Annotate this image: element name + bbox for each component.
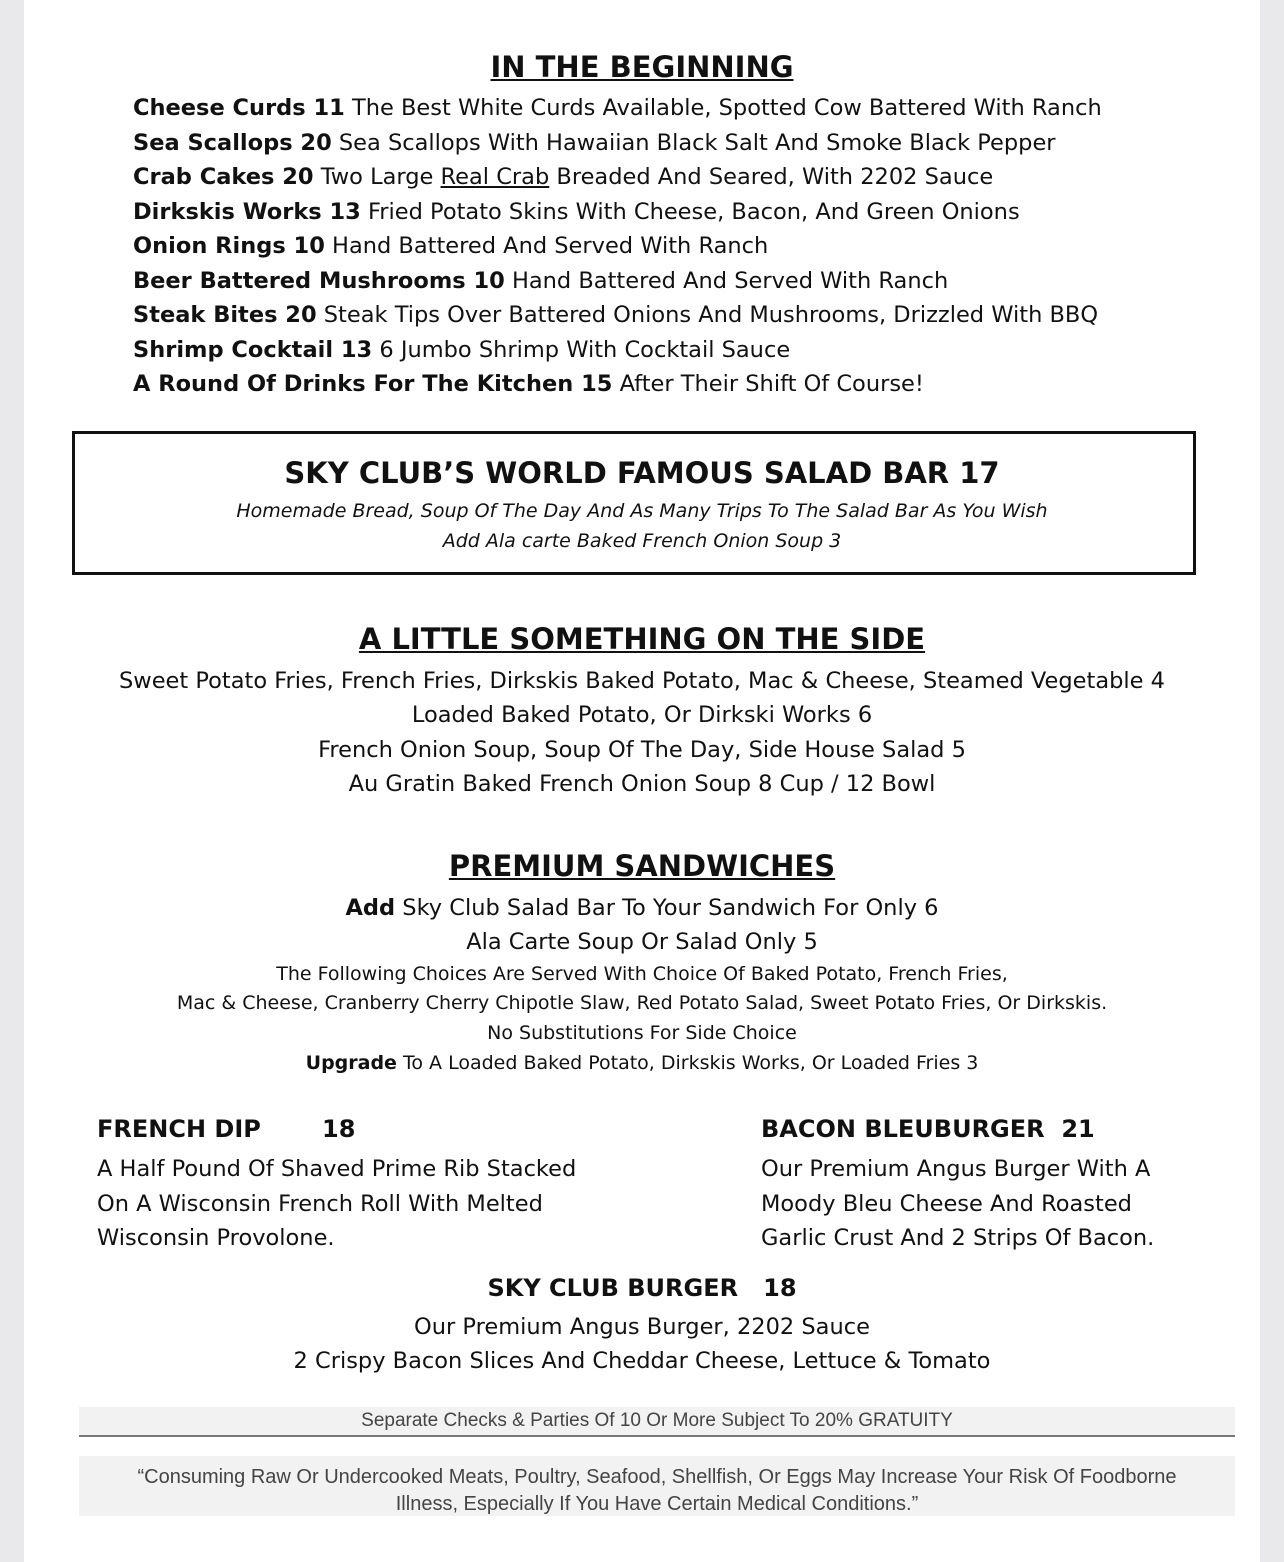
appetizer-item — [133, 197, 1020, 227]
appetizer-name: Sea Scallops 20 — [133, 130, 332, 156]
appetizer-desc: Breaded And Seared, With 2202 Sauce — [549, 164, 994, 190]
bleuburger-price: 21 — [1061, 1115, 1095, 1143]
french-dip-desc-line: A Half Pound Of Shaved Prime Rib Stacked — [97, 1156, 577, 1182]
salad-bar-addon: Add Ala carte Baked French Onion Soup 3 — [442, 530, 842, 552]
appetizer-desc: 6 Jumbo Shrimp With Cocktail Sauce — [372, 337, 791, 363]
sky-burger-desc: Our Premium Angus Burger, 2202 Sauce — [414, 1314, 870, 1340]
appetizer-desc: Sea Scallops With Hawaiian Black Salt And Smoke Black Pepper — [331, 130, 1056, 156]
appetizer-item — [133, 369, 924, 399]
bleuburger-desc-line: Moody Bleu Cheese And Roasted — [761, 1190, 1132, 1217]
warning-line: Illness, Especially If You Have Certain Medical Conditions.” — [395, 1493, 919, 1515]
sides-line: Loaded Baked Potato, Or Dirkski Works 6 — [411, 702, 873, 728]
appetizer-item — [133, 93, 1102, 123]
bleuburger-title — [761, 1115, 1095, 1143]
sky-burger-name: SKY CLUB BURGER — [487, 1274, 739, 1302]
appetizer-item — [133, 162, 993, 192]
french-dip-price: 18 — [322, 1115, 356, 1143]
sides-line: Au Gratin Baked French Onion Soup 8 Cup / 12 Bowl — [348, 771, 936, 797]
french-dip-name: FRENCH DIP — [97, 1115, 261, 1143]
sky-burger-desc: 2 Crispy Bacon Slices And Cheddar Cheese, Lettuce & Tomato — [293, 1348, 991, 1374]
appetizer-name: Steak Bites 20 — [133, 302, 317, 328]
warning-line: “Consuming Raw Or Undercooked Meats, Poultry, Seafood, Shellfish, Or Eggs May Increase Your Risk Of Foodborne — [137, 1466, 1177, 1488]
bleuburger-desc-line: Our Premium Angus Burger With A — [761, 1156, 1151, 1182]
appetizer-item — [133, 335, 790, 365]
appetizer-desc: Steak Tips Over Battered Onions And Mushrooms, Drizzled With BBQ — [316, 302, 1099, 328]
sandwich-no-subs: No Substitutions For Side Choice — [487, 1022, 797, 1044]
sandwich-ala-carte: Ala Carte Soup Or Salad Only 5 — [466, 929, 818, 955]
bleuburger-name: BACON BLEUBURGER — [761, 1115, 1045, 1143]
appetizer-desc: Hand Battered And Served With Ranch — [324, 233, 769, 259]
food-safety-warning — [79, 1456, 1235, 1516]
appetizer-name: Dirkskis Works 13 — [133, 199, 361, 225]
appetizer-desc: After Their Shift Of Course! — [612, 371, 924, 397]
french-dip-desc — [97, 1152, 617, 1256]
appetizer-item — [133, 128, 1056, 158]
appetizer-name: Shrimp Cocktail 13 — [133, 337, 373, 363]
appetizer-desc: Fried Potato Skins With Cheese, Bacon, And Green Onions — [360, 199, 1020, 225]
sandwich-choices: Mac & Cheese, Cranberry Cherry Chipotle Slaw, Red Potato Salad, Sweet Potato Fries, Or Dirkskis. — [176, 992, 1108, 1014]
add-rest: Sky Club Salad Bar To Your Sandwich For Only 6 — [395, 895, 939, 921]
appetizer-item — [133, 266, 948, 296]
bleuburger-desc — [761, 1152, 1281, 1256]
sides-line: French Onion Soup, Soup Of The Day, Side House Salad 5 — [318, 737, 966, 763]
add-bold: Add — [345, 895, 396, 921]
sides-heading: A LITTLE SOMETHING ON THE SIDE — [358, 622, 926, 656]
appetizer-desc-underlined: Real Crab — [440, 164, 550, 190]
sandwiches-heading: PREMIUM SANDWICHES — [448, 849, 836, 883]
appetizer-desc: Two Large — [313, 164, 441, 190]
appetizer-desc: The Best White Curds Available, Spotted Cow Battered With Ranch — [344, 95, 1102, 121]
appetizer-name: Crab Cakes 20 — [133, 164, 314, 190]
appetizer-item — [133, 300, 1098, 330]
sandwich-choices: The Following Choices Are Served With Choice Of Baked Potato, French Fries, — [276, 963, 1008, 985]
appetizer-name: A Round Of Drinks For The Kitchen 15 — [133, 371, 613, 397]
appetizer-desc: Hand Battered And Served With Ranch — [504, 268, 949, 294]
salad-bar-desc: Homemade Bread, Soup Of The Day And As Many Trips To The Salad Bar As You Wish — [236, 500, 1048, 522]
gratuity-notice: Separate Checks & Parties Of 10 Or More Subject To 20% GRATUITY — [79, 1407, 1235, 1437]
french-dip-desc-line: Wisconsin Provolone. — [97, 1225, 335, 1251]
sides-line: Sweet Potato Fries, French Fries, Dirkskis Baked Potato, Mac & Cheese, Steamed Vegetable 4 — [119, 668, 1165, 694]
bleuburger-desc-line: Garlic Crust And 2 Strips Of Bacon. — [761, 1225, 1155, 1251]
menu-page — [24, 0, 1260, 1562]
salad-bar-title: SKY CLUB’S WORLD FAMOUS SALAD BAR 17 — [284, 456, 1000, 490]
sky-burger-title — [24, 1274, 1260, 1302]
sky-burger-price: 18 — [763, 1274, 797, 1302]
sandwich-upgrade — [24, 1050, 1260, 1076]
appetizer-item — [133, 231, 768, 261]
upgrade-bold: Upgrade — [305, 1052, 397, 1074]
sandwich-add-salad — [24, 893, 1260, 923]
french-dip-desc-line: On A Wisconsin French Roll With Melted — [97, 1190, 543, 1217]
upgrade-rest: To A Loaded Baked Potato, Dirkskis Works, Or Loaded Fries 3 — [396, 1052, 979, 1074]
appetizer-name: Beer Battered Mushrooms 10 — [133, 268, 505, 294]
appetizer-name: Onion Rings 10 — [133, 233, 325, 259]
appetizers-heading: IN THE BEGINNING — [490, 50, 794, 84]
appetizer-name: Cheese Curds 11 — [133, 95, 345, 121]
